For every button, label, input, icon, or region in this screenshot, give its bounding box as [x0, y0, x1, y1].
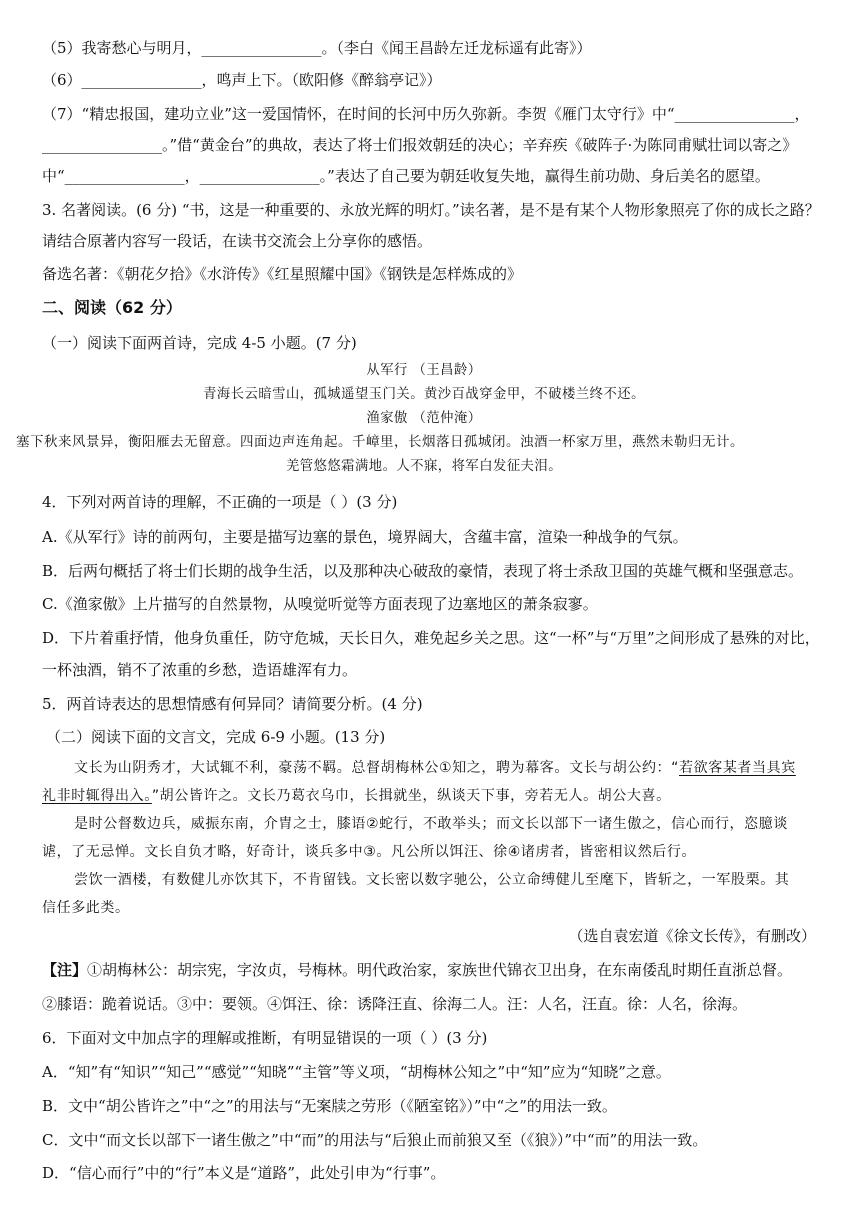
question-5: 5．两首诗表达的思想情感有何异同？请简要分析。(4 分) [42, 695, 423, 713]
poem2-body-line2: 羌管悠悠霜满地。人不寐，将军白发征夫泪。 [285, 458, 563, 474]
poem1-title: 从军行 （王昌龄） [366, 362, 482, 378]
question-4-option-d-line1: D．下片着重抒情，他身负重任，防守危城，天长日久，难免起乡关之思。这“一杯”与“万里”之间形成了悬殊的对比， [42, 629, 820, 647]
underlined-sentence-part1: 若欲客某者当具宾 [679, 760, 796, 776]
classical-text-p2-line1: 是时公督数边兵，威振东南，介胄之士，膝语②蛇行，不敢举头；而文长以部下一诸生傲之，信心而行，恣臆谈 [74, 816, 788, 832]
question-4-option-a: A.《从军行》诗的前两句，主要是描写边塞的景色，境界阔大，含蕴丰富，渲染一种战争的气氛。 [42, 528, 688, 546]
question-6-option-d: D．“信心而行”中的“行”本义是“道路”，此处引申为“行事”。 [42, 1164, 446, 1182]
part2-intro: （二）阅读下面的文言文，完成 6-9 小题。(13 分) [46, 728, 386, 746]
classical-text-p1-line1 [74, 758, 796, 778]
question-3-line1: 3. 名著阅读。(6 分) “书，这是一种重要的、永放光辉的明灯。”读名著，是不是有某个人物形象照亮了你的成长之路？ [42, 201, 820, 219]
classical-text-p3-line2: 信任多此类。 [42, 900, 130, 916]
classical-text-p2-line2: 谑，了无忌惮。文长自负才略，好奇计，谈兵多中③。凡公所以饵汪、徐④诸虏者，皆密相议然后行。 [42, 844, 697, 860]
fill-question-6: （6）________________，鸣声上下。（欧阳修《醉翁亭记》） [42, 71, 442, 89]
question-6-option-b: B．文中“胡公皆许之”中“之”的用法与“无案牍之劳形（《陋室铭》）”中“之”的用法一致。 [42, 1097, 617, 1115]
question-3-booklist: 备选名著：《朝花夕拾》《水浒传》《红星照耀中国》《钢铁是怎样炼成的》 [42, 265, 523, 283]
question-4-stem: 4．下列对两首诗的理解，不正确的一项是（ ）(3 分) [42, 493, 398, 511]
annotation-line2: ②膝语：跪着说话。③中：要领。④饵汪、徐：诱降汪直、徐海二人。汪：人名，汪直。徐：人名，徐海。 [42, 995, 748, 1013]
classical-text-p1-line2-rest: ”胡公皆许之。文长乃葛衣乌巾，长揖就坐，纵谈天下事，旁若无人。胡公大喜。 [151, 788, 671, 804]
classical-text-p1-line2 [42, 786, 671, 806]
question-6-option-c: C．文中“而文长以部下一诸生傲之”中“而”的用法与“后狼止而前狼又至（《狼》）”中“而”的用法一致。 [42, 1131, 708, 1149]
annotation-label: 【注】 [42, 961, 88, 979]
question-3-line2: 请结合原著内容写一段话，在读书交流会上分享你的感悟。 [42, 232, 433, 250]
poem2-body-line1: 塞下秋来风景异，衡阳雁去无留意。四面边声连角起。千嶂里，长烟落日孤城闭。浊酒一杯家万里，燕然未勒归无计。 [16, 434, 744, 450]
question-4-option-d-line2: 一杯浊酒，销不了浓重的乡愁，造语雄浑有力。 [42, 661, 358, 679]
fill-question-5: （5）我寄愁心与明月，________________。（李白《闻王昌龄左迁龙标遥有此寄》） [42, 39, 592, 57]
question-4-option-c: C.《渔家傲》上片描写的自然景物，从嗅觉听觉等方面表现了边塞地区的萧条寂寥。 [42, 595, 598, 613]
fill-question-7-line3: 中“________________，________________。”表达了自己要为朝廷收复失地，赢得生前功勋、身后美名的愿望。 [42, 167, 770, 185]
fill-question-7-line1: （7）“精忠报国，建功立业”这一爱国情怀，在时间的长河中历久弥新。李贺《雁门太守行》中“________________， [42, 105, 810, 123]
question-4-option-b: B．后两句概括了将士们长期的战争生活，以及那种决心破敌的豪情，表现了将士杀敌卫国的英雄气概和坚强意志。 [42, 562, 804, 580]
underlined-sentence-part2: 礼非时辄得出入。 [42, 788, 152, 804]
source-citation: （选自袁宏道《徐文长传》，有删改） [568, 927, 816, 945]
question-6-stem: 6．下面对文中加点字的理解或推断，有明显错误的一项（ ）(3 分) [42, 1029, 488, 1047]
question-6-option-a: A．“知”有“知识”“知己”“感觉”“知晓”“主管”等义项，“胡梅林公知之”中“知”应为“知晓”之意。 [42, 1063, 671, 1081]
classical-text-p1-line1-main: 文长为山阴秀才，大试辄不利，豪荡不羁。总督胡梅林公①知之，聘为幕客。文长与胡公约：“ [74, 760, 680, 776]
fill-question-7-line2: ________________。”借“黄金台”的典故，表达了将士们报效朝廷的决心；辛弃疾《破阵子·为陈同甫赋壮词以寄之》 [42, 136, 798, 154]
poem2-title: 渔家傲 （范仲淹） [366, 410, 482, 426]
annotation-line1 [42, 960, 792, 980]
part1-intro: （一）阅读下面两首诗，完成 4-5 小题。(7 分) [42, 334, 357, 352]
section-heading-reading: 二、阅读（62 分） [42, 298, 182, 317]
classical-text-p3-line1: 尝饮一酒楼，有数健儿亦饮其下，不肯留钱。文长密以数字驰公，公立命缚健儿至麾下，皆斩之，一军股栗。其 [74, 872, 790, 888]
annotation-1: ①胡梅林公：胡宗宪，字汝贞，号梅林。明代政治家，家族世代锦衣卫出身，在东南倭乱时期任直浙总督。 [87, 961, 793, 979]
poem1-body: 青海长云暗雪山，孤城遥望玉门关。黄沙百战穿金甲，不破楼兰终不还。 [203, 386, 645, 402]
